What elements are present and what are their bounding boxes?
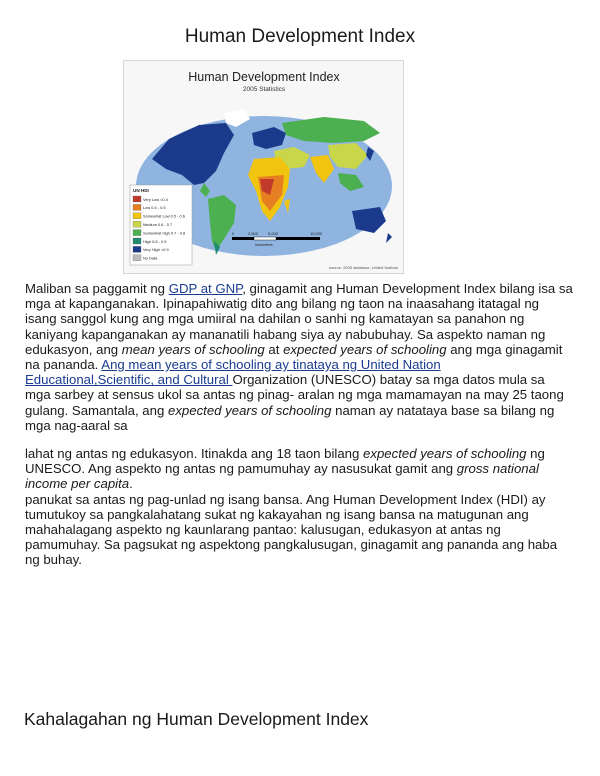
legend-label: Low 0.4 - 0.5: [143, 205, 166, 211]
map-legend: [130, 185, 192, 265]
legend-label: Medium 0.6 - 0.7: [143, 222, 173, 227]
legend-swatch: [133, 204, 141, 210]
scale-unit: kilometers: [255, 243, 273, 247]
p2-text-b: ng UNESCO. Ang aspekto ng antas ng pamumuhay ay nasusukat gamit ang: [25, 446, 545, 477]
p1-text-b: , ginagamit ang Human Development Index bilang isa sa mga at kapanganakan. Ipinapahiwatig dito ang bilang ng taon na inaasahang itatagal ng isang sanggol kung ang mga umiiral na dahilan o sanhi ng kamatayan sa panahon ng kaniyang kapanganakan ay mananatili habang siya ay nabubuhay. Sa aspekto naman ng edukasyon, ang: [25, 281, 573, 357]
scale-label-0: 0: [232, 231, 235, 236]
section-heading: Kahalagahan ng Human Development Index: [24, 709, 369, 729]
map-subtitle: 2005 Statistics: [242, 86, 286, 93]
legend-swatch: [133, 246, 141, 252]
legend-swatch: [133, 196, 141, 202]
p1-text-d: ang mga ginagamit na pananda.: [25, 341, 563, 373]
legend-label: Somewhat high 0.7 - 0.8: [143, 230, 186, 236]
legend-label: Very High >0.9: [143, 247, 169, 253]
p1-mean-years-term: mean years of schooling: [121, 341, 265, 357]
legend-swatch: [133, 255, 141, 261]
hdi-map-graphic: [124, 61, 403, 273]
hdi-world-map: [123, 60, 404, 274]
p2-text-c: .: [129, 476, 133, 492]
legend-label: High 0.8 - 0.9: [143, 238, 167, 244]
scale-bar-end: [276, 237, 320, 240]
body-paragraph-2: [25, 446, 573, 568]
scale-bar-light: [254, 237, 276, 240]
p1-text-c: at: [264, 341, 284, 357]
p1-expected-years-term-2: expected years of schooling: [167, 402, 332, 418]
legend-swatch: [133, 230, 141, 236]
map-source: source: 2005 database, United Nations: [328, 265, 398, 270]
p2-expected-years-term: expected years of schooling: [363, 446, 527, 461]
p2-text-a: lahat ng antas ng edukasyon. Itinakda ang 18 taon bilang: [25, 446, 364, 461]
legend-swatch: [133, 213, 141, 219]
p1-text-f: naman ay natataya base sa bilang ng mga nag-aaral sa: [25, 402, 555, 433]
legend-swatch: [133, 238, 141, 244]
p1-expected-years-term: expected years of schooling: [283, 341, 447, 357]
legend-label: Somewhat Low 0.5 - 0.6: [143, 213, 185, 219]
legend-label: No Data: [143, 255, 158, 261]
p1-text-e: Organization (UNESCO) batay sa mga datos mula sa mga sarbey at sensus ukol sa antas ng pinag- aralan ng mga mamamayan na may 25 taong gulang. Samantala, ang: [25, 372, 564, 418]
unesco-link[interactable]: Ang mean years of schooling ay tinataya ng United Nation Educational,Scientific, and Cultural: [25, 357, 441, 388]
legend-title: UN HDI: [133, 188, 149, 193]
legend-swatch: [133, 221, 141, 227]
p2-text-d: panukat sa antas ng pag-unlad ng isang bansa. Ang Human Development Index (HDI) ay tumutukoy sa pangkalahatang sukat ng kakayahan ng isang bansa na matugunan ang mahahalagang aspekto ng kaunlarang pantao: kalusugan, edukasyon at antas ng pamumuhay. Sa pagsukat ng aspektong pangkalusugan, ginagamit ang pananda ang haba ng buhay.: [25, 491, 558, 568]
gdp-gnp-link[interactable]: GDP at GNP: [168, 281, 243, 296]
body-paragraph-1: [25, 281, 573, 433]
scale-label-2: 5,000: [268, 231, 279, 236]
map-title: Human Development Index: [188, 70, 340, 84]
page-title: Human Development Index: [184, 26, 416, 47]
scale-label-1: 2,500: [248, 231, 259, 236]
scale-label-3: 10,000: [310, 231, 323, 236]
p1-text-a: Maliban sa paggamit ng: [25, 281, 169, 296]
p2-gni-term: gross national income per capita: [25, 461, 539, 492]
legend-label: Very Low <0.4: [143, 196, 168, 202]
